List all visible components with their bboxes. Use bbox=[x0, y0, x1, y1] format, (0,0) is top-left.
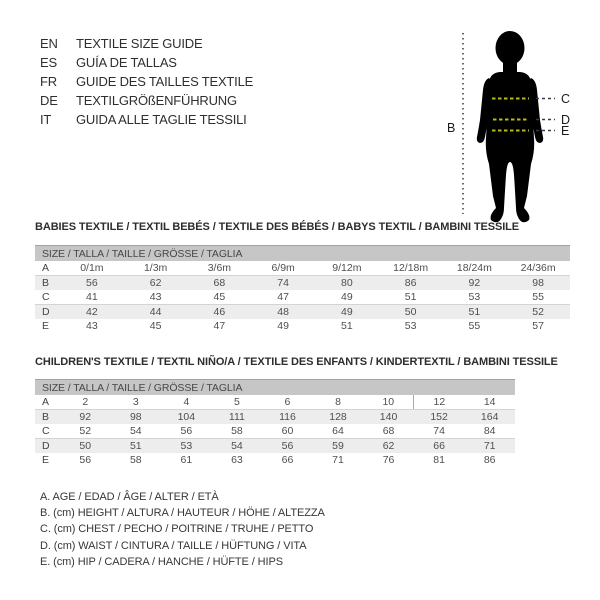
hip-label: E bbox=[561, 124, 570, 138]
size-cell: 71 bbox=[483, 440, 496, 452]
children-table-title: CHILDREN'S TEXTILE / TEXTIL NIÑO/A / TEXTILE DES ENFANTS / KINDERTEXTIL / BAMBINI TESSILE bbox=[35, 356, 558, 368]
size-cell: 104 bbox=[177, 411, 196, 423]
lang-row-es bbox=[40, 53, 253, 72]
size-cell: 2 bbox=[60, 395, 111, 410]
size-cell: 58 bbox=[129, 454, 142, 466]
babies-size-grid bbox=[35, 261, 570, 333]
size-cell: 76 bbox=[382, 454, 395, 466]
size-cell: 61 bbox=[180, 454, 193, 466]
size-cell: 98 bbox=[532, 277, 544, 289]
size-cell: 86 bbox=[483, 454, 496, 466]
table-row bbox=[35, 290, 570, 305]
size-cell: 68 bbox=[363, 424, 414, 439]
babies-size-table bbox=[35, 245, 570, 333]
size-cell: 55 bbox=[506, 290, 570, 305]
row-label: C bbox=[35, 290, 60, 305]
size-cell: 44 bbox=[149, 306, 162, 318]
child-measurement-figure bbox=[440, 18, 600, 230]
size-cell: 3/6m bbox=[188, 261, 252, 276]
size-cell: 68 bbox=[213, 277, 226, 289]
table-row bbox=[35, 261, 570, 276]
table-row bbox=[35, 410, 515, 425]
table-row bbox=[35, 424, 515, 439]
size-cell: 9/12m bbox=[315, 261, 379, 276]
row-label: E bbox=[42, 454, 50, 466]
size-cell: 6 bbox=[262, 395, 313, 410]
lang-row-it bbox=[40, 110, 253, 129]
size-cell: 48 bbox=[277, 306, 289, 318]
size-cell: 43 bbox=[124, 290, 188, 305]
children-table-header: SIZE / TALLA / TAILLE / GRÖSSE / TAGLIA bbox=[35, 379, 515, 395]
size-cell: 45 bbox=[149, 320, 162, 332]
size-cell: 74 bbox=[277, 277, 289, 289]
legend-waist: D. (cm) WAIST / CINTURA / TAILLE / HÜFTUNG / VITA bbox=[40, 539, 307, 552]
lang-label: GUIDE DES TAILLES TEXTILE bbox=[76, 74, 254, 89]
size-cell: 57 bbox=[532, 320, 544, 332]
row-label: B bbox=[42, 411, 50, 423]
table-row bbox=[35, 305, 570, 320]
size-cell: 128 bbox=[329, 411, 347, 423]
size-cell: 5 bbox=[212, 395, 263, 410]
size-cell: 43 bbox=[86, 320, 98, 332]
lang-row-de bbox=[40, 91, 253, 110]
size-cell: 49 bbox=[341, 306, 353, 318]
size-cell: 59 bbox=[332, 440, 344, 452]
lang-code: FR bbox=[40, 74, 57, 89]
size-cell: 58 bbox=[212, 424, 263, 439]
size-cell: 12/18m bbox=[379, 261, 443, 276]
lang-code: ES bbox=[40, 55, 57, 70]
row-label: D bbox=[42, 440, 50, 452]
size-cell: 51 bbox=[379, 290, 443, 305]
size-cell: 47 bbox=[213, 320, 226, 332]
waist-label: D bbox=[561, 113, 571, 127]
size-cell: 152 bbox=[430, 411, 448, 423]
size-cell: 84 bbox=[464, 424, 515, 439]
lang-row-fr bbox=[40, 72, 253, 91]
legend-hip: E. (cm) HIP / CADERA / HANCHE / HÜFTE / HIPS bbox=[40, 555, 283, 568]
size-cell: 24/36m bbox=[506, 261, 570, 276]
size-cell: 46 bbox=[213, 306, 226, 318]
table-row bbox=[35, 319, 570, 333]
size-cell: 62 bbox=[382, 440, 395, 452]
table-row bbox=[35, 439, 515, 454]
size-cell: 111 bbox=[228, 411, 245, 423]
size-cell: 52 bbox=[532, 306, 544, 318]
size-cell: 86 bbox=[404, 277, 417, 289]
size-cell: 80 bbox=[341, 277, 353, 289]
measurement-legend bbox=[40, 489, 325, 570]
row-label: C bbox=[35, 424, 60, 439]
legend-chest: C. (cm) CHEST / PECHO / POITRINE / TRUHE / PETTO bbox=[40, 523, 314, 536]
size-cell: 56 bbox=[161, 424, 212, 439]
size-cell: 116 bbox=[279, 411, 296, 423]
chest-label: C bbox=[561, 92, 571, 106]
size-cell: 49 bbox=[277, 320, 289, 332]
size-cell: 98 bbox=[129, 411, 142, 423]
size-cell: 71 bbox=[332, 454, 344, 466]
size-cell: 45 bbox=[188, 290, 252, 305]
lang-label: TEXTILE SIZE GUIDE bbox=[76, 36, 203, 51]
lang-code: EN bbox=[40, 36, 58, 51]
size-cell: 10 bbox=[363, 395, 414, 410]
size-cell: 66 bbox=[281, 454, 294, 466]
size-cell: 64 bbox=[313, 424, 364, 439]
size-cell: 60 bbox=[262, 424, 313, 439]
children-size-grid bbox=[35, 395, 515, 467]
size-cell: 53 bbox=[404, 320, 417, 332]
size-cell: 41 bbox=[60, 290, 124, 305]
size-cell: 51 bbox=[129, 440, 142, 452]
row-label: E bbox=[42, 320, 50, 332]
size-cell: 74 bbox=[414, 424, 465, 439]
table-row bbox=[35, 276, 570, 291]
size-cell: 50 bbox=[404, 306, 417, 318]
size-cell: 56 bbox=[86, 277, 98, 289]
size-cell: 92 bbox=[79, 411, 92, 423]
lang-label: GUÍA DE TALLAS bbox=[76, 55, 177, 70]
lang-code: IT bbox=[40, 112, 52, 127]
size-cell: 52 bbox=[60, 424, 111, 439]
size-cell: 51 bbox=[341, 320, 353, 332]
legend-age: A. AGE / EDAD / ÂGE / ALTER / ETÀ bbox=[40, 491, 219, 503]
size-cell: 47 bbox=[251, 290, 315, 305]
table-row bbox=[35, 395, 515, 410]
size-cell: 1/3m bbox=[124, 261, 188, 276]
size-cell: 49 bbox=[315, 290, 379, 305]
size-cell: 81 bbox=[433, 454, 445, 466]
babies-table-header: SIZE / TALLA / TAILLE / GRÖSSE / TAGLIA bbox=[35, 245, 570, 261]
lang-label: GUIDA ALLE TAGLIE TESSILI bbox=[76, 112, 247, 127]
babies-table-title: BABIES TEXTILE / TEXTIL BEBÉS / TEXTILE DES BÉBÉS / BABYS TEXTIL / BAMBINI TESSILE bbox=[35, 221, 520, 233]
size-cell: 56 bbox=[79, 454, 92, 466]
size-cell: 140 bbox=[379, 411, 398, 423]
size-cell: 14 bbox=[464, 395, 515, 410]
size-cell: 50 bbox=[79, 440, 92, 452]
lang-row-en bbox=[40, 34, 253, 53]
size-cell: 56 bbox=[281, 440, 294, 452]
size-cell: 0/1m bbox=[60, 261, 124, 276]
size-cell: 53 bbox=[180, 440, 193, 452]
size-cell: 18/24m bbox=[443, 261, 507, 276]
size-cell: 4 bbox=[161, 395, 212, 410]
size-cell: 51 bbox=[468, 306, 481, 318]
size-cell: 66 bbox=[433, 440, 445, 452]
size-cell: 62 bbox=[149, 277, 162, 289]
size-cell: 8 bbox=[313, 395, 364, 410]
size-cell: 54 bbox=[111, 424, 162, 439]
lang-label: TEXTILGRÖßENFÜHRUNG bbox=[76, 93, 237, 108]
table-row bbox=[35, 453, 515, 467]
row-label: D bbox=[42, 306, 50, 318]
row-label: A bbox=[35, 395, 60, 410]
row-label: B bbox=[42, 277, 50, 289]
size-cell: 92 bbox=[468, 277, 481, 289]
size-cell: 3 bbox=[111, 395, 162, 410]
height-label: B bbox=[447, 121, 456, 135]
child-silhouette bbox=[477, 31, 543, 222]
size-cell: 54 bbox=[231, 440, 243, 452]
size-cell: 53 bbox=[443, 290, 507, 305]
lang-code: DE bbox=[40, 93, 58, 108]
children-size-table bbox=[35, 379, 515, 467]
size-cell: 164 bbox=[480, 411, 499, 423]
legend-height: B. (cm) HEIGHT / ALTURA / HAUTEUR / HÖHE / ALTEZZA bbox=[40, 507, 325, 520]
size-cell: 42 bbox=[86, 306, 98, 318]
size-cell: 6/9m bbox=[251, 261, 315, 276]
language-title-list bbox=[40, 34, 253, 129]
row-label: A bbox=[35, 261, 60, 276]
size-cell: 12 bbox=[414, 395, 465, 410]
size-cell: 63 bbox=[231, 454, 243, 466]
size-cell: 55 bbox=[468, 320, 481, 332]
